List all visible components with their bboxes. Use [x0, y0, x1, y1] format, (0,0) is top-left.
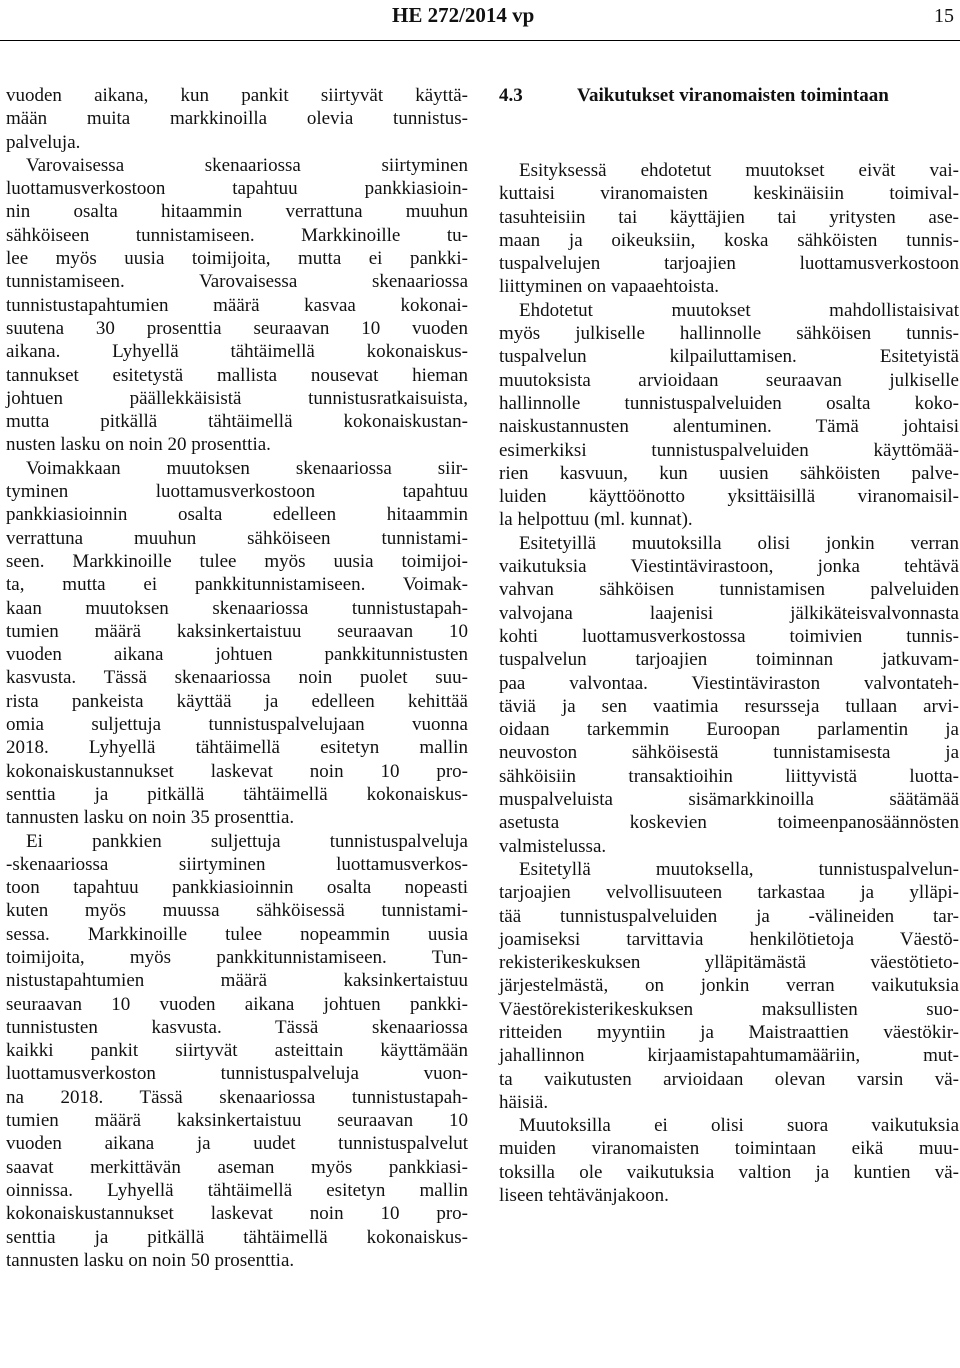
- right-column-body: [499, 159, 959, 1207]
- text-line: sessa. Markkinoille tulee nopeammin uusia: [6, 923, 468, 945]
- text-line: esimerkiksi tunnistuspalveluiden käyttömää-: [499, 439, 959, 461]
- text-line: pankkiasioinnin osalta edelleen hitaammin: [6, 504, 468, 526]
- text-line: la helpottuu (ml. kunnat).: [499, 509, 693, 531]
- text-line: häisiä.: [499, 1091, 549, 1113]
- text-line: kohti luottamusverkostossa toimivien tunnis-: [499, 625, 959, 647]
- text-line: mään muita markkinoilla olevia tunnistus-: [6, 108, 468, 130]
- text-line: ta, mutta ei pankkitunnistamiseen. Voimak-: [6, 574, 468, 596]
- text-line: vuoden aikana ja uudet tunnistuspalvelut: [6, 1133, 468, 1155]
- text-line: tuspalvelun kilpailuttamisen. Esitetyistä: [499, 346, 959, 368]
- text-line: kokonaiskustannukset laskevat noin 10 pro-: [6, 760, 468, 782]
- text-line: lee myös uusia toimijoita, mutta ei pankki-: [6, 248, 468, 270]
- text-line: oinnissa. Lyhyellä tähtäimellä esitetyn mallin: [6, 1179, 468, 1201]
- text-line: muiden viranomaisten toimintaan eikä muu-: [499, 1138, 959, 1160]
- text-line: kasvusta. Tässä skenaariossa noin puolet suu-: [6, 667, 468, 689]
- text-line: nistustapahtumien määrä kaksinkertaistuu: [6, 970, 468, 992]
- text-line: tannukset esitetystä mallista nousevat hieman: [6, 364, 468, 386]
- text-line: kuten myös muussa sähköisessä tunnistami-: [6, 900, 468, 922]
- text-line: myös julkiselle hallinnolle sähköisen tunnis-: [499, 323, 959, 345]
- text-line: järjestelmästä, on jonkin verran vaikutuksia: [499, 975, 959, 997]
- text-line: suutena 30 prosenttia seuraavan 10 vuoden: [6, 317, 468, 339]
- text-line: tunnistusten kasvusta. Tässä skenaariossa: [6, 1016, 468, 1038]
- text-line: naiskustannusten alentuminen. Tämä johtaisi: [499, 416, 959, 438]
- text-line: toimijoita, myös pankkitunnistamiseen. Tun-: [6, 946, 468, 968]
- text-line: tumien määrä kaksinkertaistuu seuraavan 10: [6, 620, 468, 642]
- text-line: saavat merkittävän aseman myös pankkiasi-: [6, 1156, 468, 1178]
- text-line: valmistelussa.: [499, 835, 607, 857]
- text-line: jahallinnon kirjaamistapahtumamääriin, mut-: [499, 1045, 959, 1067]
- text-line: luottamusverkostoon tapahtuu pankkiasioin-: [6, 178, 468, 200]
- text-line: luottamusverkoston tunnistuspalveluja vuon-: [6, 1063, 468, 1085]
- text-line: Väestörekisterikeskuksen maksullisten suo-: [499, 998, 959, 1020]
- text-line: 2018. Lyhyellä tähtäimellä esitetyn mallin: [6, 737, 468, 759]
- header-rule: [0, 40, 960, 41]
- text-line: vuoden aikana, kun pankit siirtyvät käyttä-: [6, 85, 468, 106]
- document-id: HE 272/2014 vp: [392, 3, 535, 27]
- text-line: tarjoajien velvollisuuteen tarkastaa ja ylläpi-: [499, 882, 959, 904]
- text-line: joamiseksi tarvittavia henkilötietoja Väestö-: [499, 928, 959, 950]
- text-line: seen. Markkinoille tulee myös uusia toimijoi-: [6, 550, 468, 572]
- left-column: [6, 84, 468, 1272]
- text-line: neuvoston sähköisestä tunnistamisesta ja: [499, 742, 959, 764]
- right-column: [499, 84, 959, 1207]
- text-line: senttia ja pitkällä tähtäimellä kokonaiskus-: [6, 1226, 468, 1248]
- text-line: toksilla ole vaikutuksia valtion ja kuntien vä-: [499, 1161, 959, 1183]
- text-line: tannusten lasku on noin 50 prosenttia.: [6, 1249, 295, 1271]
- text-line: tunnistustapahtumien määrä kasvaa kokonai-: [6, 294, 468, 316]
- text-line: täviä ja sen vaatimia resursseja tullaan arvi-: [499, 695, 959, 717]
- text-line: asetusta koskevien toimeenpanosäännösten: [499, 812, 959, 834]
- text-line: hallinnolle tunnistuspalveluiden osalta koko-: [499, 392, 959, 414]
- text-line: vahvan sähköisen tunnistamisen palveluiden: [499, 579, 959, 601]
- text-line: verrattuna muuhun sähköiseen tunnistami-: [6, 527, 468, 549]
- text-line: tää tunnistuspalveluiden ja -välineiden tar-: [499, 905, 959, 927]
- text-line: rista pankeista käyttää ja edelleen kehittää: [6, 690, 468, 712]
- text-line: tuspalvelujen tarjoajien luottamusverkostoon: [499, 253, 959, 275]
- text-line: seuraavan 10 vuoden aikana johtuen pankki-: [6, 993, 468, 1015]
- text-line: valvojana laajenisi jälkikäteisvalvonnasta: [499, 602, 959, 624]
- text-line: omia suljettuja tunnistuspalvelujaan vuonna: [6, 714, 468, 736]
- text-line: aikana. Lyhyellä tähtäimellä kokonaiskus-: [6, 341, 468, 363]
- text-line: liseen tehtävänjakoon.: [499, 1185, 669, 1207]
- text-line: Esitetyllä muutoksella, tunnistuspalvelun-: [519, 858, 959, 880]
- text-line: luiden käyttöönotto yksittäisillä viranomaisil-: [499, 486, 959, 508]
- text-line: oidaan tarkemmin Euroopan parlamentin ja: [499, 719, 959, 741]
- text-line: sähköiseen tunnistamiseen. Markkinoille tu-: [6, 224, 468, 246]
- text-line: tunnistamiseen. Varovaisessa skenaariossa: [6, 271, 468, 293]
- section-title: Vaikutukset viranomaisten toimintaan: [577, 85, 889, 106]
- text-line: rekisterikeskuksen ylläpitämästä väestötieto-: [499, 952, 959, 974]
- text-line: na 2018. Tässä skenaariossa tunnistustapah-: [6, 1086, 468, 1108]
- page-header: [0, 0, 960, 36]
- text-line: ritteiden myyntiin ja Maistraattien väestökir-: [499, 1021, 959, 1043]
- section-heading: [499, 84, 959, 130]
- text-line: muspalveluista sisämarkkinoilla säätämää: [499, 789, 959, 811]
- text-line: paa valvontaa. Viestintäviraston valvontateh-: [499, 672, 959, 694]
- text-line: johtuen päällekkäisistä tunnistusratkaisuista,: [6, 387, 468, 409]
- text-line: liittyminen on vapaaehtoista.: [499, 276, 720, 298]
- text-line: senttia ja pitkällä tähtäimellä kokonaiskus-: [6, 783, 468, 805]
- text-line: toon tapahtuu pankkiasioinnin osalta nopeasti: [6, 877, 468, 899]
- text-line: vuoden aikana johtuen pankkitunnistusten: [6, 644, 468, 666]
- text-line: mutta pitkällä tähtäimellä kokonaiskustan-: [6, 411, 468, 433]
- text-line: kuttaisi viranomaisten keskinäisiin toimival-: [499, 183, 959, 205]
- text-line: nin osalta hitaammin verrattuna muuhun: [6, 201, 468, 223]
- text-line: tumien määrä kaksinkertaistuu seuraavan 10: [6, 1110, 468, 1132]
- text-line: Ehdotetut muutokset mahdollistaisivat: [519, 299, 959, 321]
- text-line: kaikki pankit siirtyvät asteittain käyttämään: [6, 1040, 468, 1062]
- page-number: 15: [934, 5, 954, 27]
- text-line: Esitetyillä muutoksilla olisi jonkin verran: [519, 532, 959, 554]
- text-line: sähköisiin transaktioihin liittyvistä luotta-: [499, 765, 959, 787]
- text-line: kaan muutoksen skenaariossa tunnistustapah-: [6, 597, 468, 619]
- text-line: kokonaiskustannukset laskevat noin 10 pro-: [6, 1203, 468, 1225]
- text-line: tuspalvelun tarjoajien toiminnan jatkuvam-: [499, 649, 959, 671]
- section-number: 4.3: [499, 85, 523, 106]
- text-line: Ei pankkien suljettuja tunnistuspalveluja: [26, 830, 468, 852]
- text-line: ta vaikutusten arvioidaan olevan varsin vä-: [499, 1068, 959, 1090]
- text-line: Muutoksilla ei olisi suora vaikutuksia: [519, 1115, 959, 1137]
- text-line: palveluja.: [6, 131, 81, 153]
- text-line: Varovaisessa skenaariossa siirtyminen: [26, 154, 468, 176]
- text-line: -skenaariossa siirtyminen luottamusverkos-: [6, 853, 468, 875]
- text-line: tannusten lasku on noin 35 prosenttia.: [6, 807, 295, 829]
- text-line: maan ja oikeuksiin, koska sähköisten tunnis-: [499, 229, 959, 251]
- text-line: rien kasvuun, kun uusien sähköisten palve-: [499, 462, 959, 484]
- text-line: tyminen luottamusverkostoon tapahtuu: [6, 481, 468, 503]
- text-line: muutoksista arvioidaan seuraavan julkiselle: [499, 369, 959, 391]
- text-line: Voimakkaan muutoksen skenaariossa siir-: [26, 457, 468, 479]
- text-line: nusten lasku on noin 20 prosenttia.: [6, 434, 271, 456]
- text-line: tasuhteisiin tai käyttäjien tai yritysten ase-: [499, 206, 959, 228]
- text-line: Esityksessä ehdotetut muutokset eivät vai-: [519, 160, 959, 181]
- text-line: vaikutuksia Viestintävirastoon, jonka tehtävä: [499, 556, 959, 578]
